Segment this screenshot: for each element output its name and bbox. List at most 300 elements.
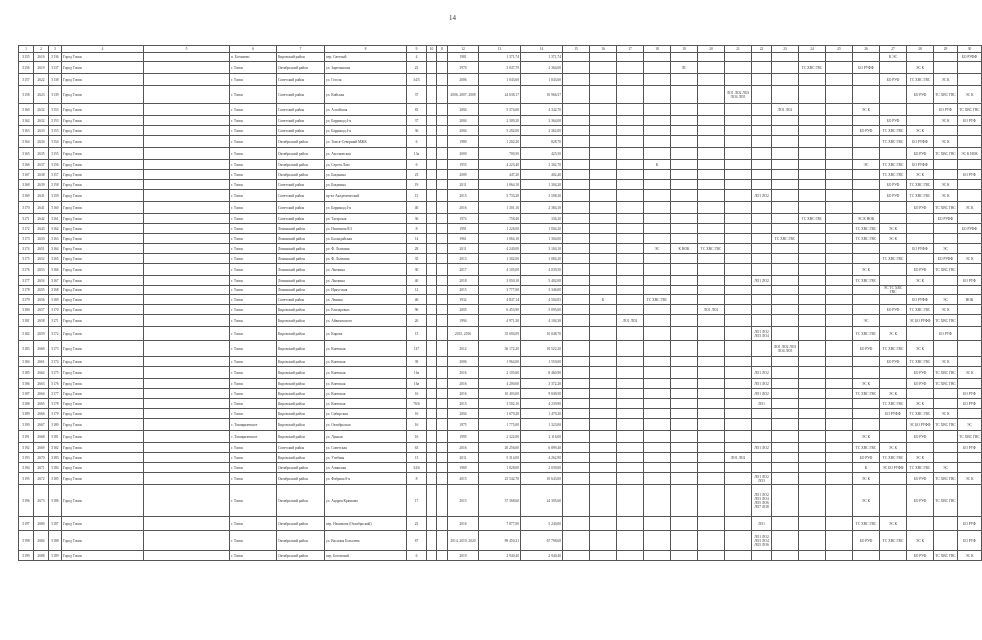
table-cell <box>752 305 772 315</box>
table-cell: г. Томск <box>230 214 277 224</box>
table-cell <box>853 86 880 104</box>
column-number-cell: 1 <box>19 46 34 53</box>
table-cell: 2 364,00 <box>521 62 563 74</box>
table-cell: с. Тимирязевское <box>230 431 277 443</box>
table-cell <box>437 443 448 453</box>
table-cell <box>752 357 772 367</box>
table-cell <box>644 367 671 379</box>
table-cell <box>617 53 644 62</box>
table-cell: 34/6 <box>407 463 427 473</box>
table-cell <box>590 517 617 531</box>
table-cell: БО РУФФ <box>934 254 958 264</box>
table-cell <box>644 62 671 74</box>
table-cell <box>644 531 671 551</box>
table-cell: 30 <box>407 264 427 276</box>
table-cell: Ленинский район <box>277 234 325 244</box>
table-cell: 5167 <box>19 170 34 180</box>
table-cell: 2011 <box>448 180 479 190</box>
table-cell <box>617 190 644 202</box>
table-cell: 2665 <box>34 399 49 409</box>
table-cell: ул. Василия Ботылева <box>325 531 407 551</box>
table-cell: г. Томск <box>230 148 277 160</box>
table-cell <box>958 357 982 367</box>
table-row <box>19 463 982 473</box>
table-cell <box>644 126 671 136</box>
table-cell: 2018 <box>448 276 479 286</box>
table-cell: 2 940,40 <box>521 551 563 561</box>
table-cell: 402,40 <box>521 170 563 180</box>
table-cell: ЭС К <box>880 443 907 453</box>
table-cell <box>752 234 772 244</box>
table-cell: 5153 <box>49 104 62 116</box>
table-cell <box>772 254 799 264</box>
table-cell: Советский район <box>277 295 325 305</box>
table-cell: 6 453,90 <box>479 305 521 315</box>
table-cell: 5195 <box>19 473 34 485</box>
table-cell <box>826 367 853 379</box>
table-cell <box>590 315 617 327</box>
table-cell: г. Томск <box>230 244 277 254</box>
table-cell <box>144 443 230 453</box>
table-cell <box>907 224 934 234</box>
table-cell <box>826 315 853 327</box>
table-cell <box>563 234 590 244</box>
table-cell: ЛО1 ЛО2 <box>752 276 772 286</box>
table-row <box>19 443 982 453</box>
table-cell <box>590 104 617 116</box>
table-cell <box>799 264 826 276</box>
table-cell: БО РУФФ <box>907 295 934 305</box>
table-cell <box>799 379 826 389</box>
table-cell: 20 256,00 <box>479 443 521 453</box>
table-cell <box>563 367 590 379</box>
table-cell <box>427 74 437 86</box>
table-cell <box>772 264 799 276</box>
table-cell <box>826 409 853 419</box>
table-cell <box>671 463 698 473</box>
table-row <box>19 315 982 327</box>
table-cell <box>725 53 752 62</box>
table-cell <box>644 170 671 180</box>
table-cell: ТС ХВС ГВС <box>907 409 934 419</box>
table-cell: ЭС <box>958 419 982 431</box>
table-row <box>19 214 982 224</box>
table-cell <box>799 357 826 367</box>
table-cell <box>617 389 644 399</box>
table-cell: ЛО1 <box>752 517 772 531</box>
table-cell <box>144 86 230 104</box>
table-cell: ЭС К <box>934 190 958 202</box>
table-cell: 2669 <box>34 443 49 453</box>
table-cell <box>671 53 698 62</box>
table-cell <box>144 170 230 180</box>
table-cell <box>853 367 880 379</box>
table-cell <box>698 190 725 202</box>
table-row <box>19 517 982 531</box>
table-cell <box>671 214 698 224</box>
table-cell: ул. Баррикад 4-я <box>325 116 407 126</box>
table-cell: Город Томск <box>62 116 144 126</box>
table-cell <box>644 104 671 116</box>
table-cell <box>772 485 799 517</box>
table-cell <box>437 148 448 160</box>
table-cell <box>644 254 671 264</box>
table-cell <box>644 305 671 315</box>
table-cell: БО РУФ <box>907 202 934 214</box>
table-cell <box>144 276 230 286</box>
table-cell <box>826 116 853 126</box>
table-cell <box>826 443 853 453</box>
table-cell <box>671 327 698 341</box>
table-cell: Город Томск <box>62 214 144 224</box>
table-cell <box>144 136 230 148</box>
table-cell <box>725 62 752 74</box>
table-cell <box>958 315 982 327</box>
table-row <box>19 357 982 367</box>
table-cell <box>144 399 230 409</box>
table-cell <box>880 276 907 286</box>
table-cell: 2015, 2016 <box>448 327 479 341</box>
table-cell <box>725 170 752 180</box>
table-cell <box>958 463 982 473</box>
table-cell: 16 <box>407 419 427 431</box>
table-cell <box>617 74 644 86</box>
table-row <box>19 264 982 276</box>
table-cell: 4 <box>407 53 427 62</box>
table-cell: 2015 <box>448 399 479 409</box>
table-cell: 2663 <box>34 379 49 389</box>
table-cell: 2652 <box>34 254 49 264</box>
table-row <box>19 419 982 431</box>
table-cell: ТС ХВС ГВС <box>853 389 880 399</box>
table-cell <box>144 104 230 116</box>
table-cell: Советский район <box>277 443 325 453</box>
table-cell: ЭС К <box>907 531 934 551</box>
table-cell: 3 047,70 <box>479 62 521 74</box>
table-cell <box>826 379 853 389</box>
table-cell: 5187 <box>19 389 34 399</box>
table-cell: 24 638,17 <box>479 86 521 104</box>
table-cell: 5184 <box>49 463 62 473</box>
table-cell: ЭС К <box>907 126 934 136</box>
table-cell: 2672 <box>34 473 49 485</box>
table-cell <box>853 419 880 431</box>
table-cell: Город Томск <box>62 409 144 419</box>
table-cell <box>617 551 644 561</box>
table-cell: 2616 <box>34 53 49 62</box>
table-cell: г. Томск <box>230 234 277 244</box>
table-cell: 3 508,30 <box>521 190 563 202</box>
table-cell <box>671 531 698 551</box>
table-cell <box>725 254 752 264</box>
table-cell <box>799 399 826 409</box>
table-cell: Ленинский район <box>277 224 325 234</box>
table-cell: ул. Томск-Северный МЖК <box>325 136 407 148</box>
table-cell: ЭС <box>853 315 880 327</box>
table-cell <box>590 62 617 74</box>
table-cell <box>437 551 448 561</box>
table-cell: ул. Бакунина <box>325 180 407 190</box>
column-number-cell: 2 <box>34 46 49 53</box>
table-cell: ЛО1 ЛО2 <box>698 305 725 315</box>
table-cell: 5172 <box>49 327 62 341</box>
table-cell <box>427 453 437 463</box>
table-cell: 5158 <box>49 180 62 190</box>
table-cell: 4 104,30 <box>521 315 563 327</box>
table-cell <box>826 453 853 463</box>
table-cell <box>772 551 799 561</box>
table-cell <box>644 234 671 244</box>
table-cell <box>563 244 590 254</box>
table-cell <box>772 202 799 214</box>
table-cell <box>144 315 230 327</box>
table-cell <box>671 286 698 295</box>
table-cell: 10 048,70 <box>521 327 563 341</box>
table-cell <box>427 315 437 327</box>
table-cell: 1 004,20 <box>521 224 563 234</box>
table-cell: ул. Советская <box>325 443 407 453</box>
table-cell: ЭС ТС ХВС ГВС <box>880 286 907 295</box>
table-cell: 5155 <box>49 148 62 160</box>
table-cell: ТС ХВС ГВС <box>880 531 907 551</box>
table-cell: 35 <box>407 254 427 264</box>
table-cell: Город Томск <box>62 531 144 551</box>
table-cell <box>437 315 448 327</box>
table-cell <box>698 399 725 409</box>
table-cell: 2680 <box>34 517 49 531</box>
table-cell <box>427 443 437 453</box>
table-cell <box>437 234 448 244</box>
table-cell <box>437 126 448 136</box>
table-cell <box>934 399 958 409</box>
table-cell: ЭС БО РУФФ <box>907 419 934 431</box>
table-cell: 4 262,90 <box>521 453 563 463</box>
table-cell <box>671 126 698 136</box>
table-cell: 5166 <box>49 264 62 276</box>
table-cell <box>563 379 590 389</box>
table-row <box>19 170 982 180</box>
table-cell: Город Томск <box>62 389 144 399</box>
table-cell: 4 971,30 <box>479 315 521 327</box>
table-cell <box>826 419 853 431</box>
table-cell: 2651 <box>34 244 49 254</box>
table-cell <box>617 254 644 264</box>
table-cell: 5186 <box>49 485 62 517</box>
table-cell: ТС ХВС ГВС <box>958 104 982 116</box>
table-cell <box>617 126 644 136</box>
table-cell: 5168 <box>19 180 34 190</box>
table-cell: 5166 <box>19 160 34 170</box>
table-cell <box>958 74 982 86</box>
table-cell <box>590 357 617 367</box>
table-cell: 16а <box>407 367 427 379</box>
table-cell <box>617 264 644 276</box>
table-cell <box>671 453 698 463</box>
table-cell <box>437 367 448 379</box>
table-cell <box>799 419 826 431</box>
table-cell <box>725 244 752 254</box>
table-cell <box>617 399 644 409</box>
table-cell: г. Томск <box>230 327 277 341</box>
table-cell: 700,50 <box>479 148 521 160</box>
table-cell: ТС ХВС ГВС <box>698 244 725 254</box>
table-cell <box>644 357 671 367</box>
table-cell <box>563 86 590 104</box>
table-cell: 5139 <box>49 86 62 104</box>
table-cell <box>958 180 982 190</box>
table-cell: ЭС К <box>853 431 880 443</box>
table-cell <box>563 53 590 62</box>
table-cell: ЛО1 ЛО2 ЛО3 ЛО4 ЛО5 ЛО6 <box>752 531 772 551</box>
table-cell <box>772 379 799 389</box>
table-cell: пер. Нахимова (Октябрьский) <box>325 517 407 531</box>
table-cell: 67 <box>407 531 427 551</box>
table-cell <box>752 136 772 148</box>
table-cell <box>826 104 853 116</box>
table-cell: ЭС К <box>853 485 880 517</box>
table-cell <box>427 254 437 264</box>
table-cell: ул. Андрея Крячкова <box>325 485 407 517</box>
table-cell: ул. Аксеновская <box>325 148 407 160</box>
table-cell: 5157 <box>49 170 62 180</box>
table-cell <box>437 180 448 190</box>
table-cell <box>880 367 907 379</box>
table-cell <box>144 53 230 62</box>
table-cell <box>563 443 590 453</box>
table-cell <box>725 473 752 485</box>
table-cell: 2015 <box>448 473 479 485</box>
table-cell: БО РУФ <box>853 453 880 463</box>
table-row <box>19 126 982 136</box>
table-cell: 2632 <box>34 116 49 126</box>
table-cell: 2637 <box>34 160 49 170</box>
table-cell: Кировский район <box>277 53 325 62</box>
table-cell <box>826 357 853 367</box>
table-cell: 2004 <box>448 104 479 116</box>
table-cell: 46 <box>407 295 427 305</box>
table-cell: 36 172,20 <box>479 341 521 357</box>
table-cell <box>437 473 448 485</box>
table-cell <box>772 53 799 62</box>
table-cell: г. Томск <box>230 473 277 485</box>
table-cell <box>427 214 437 224</box>
table-cell <box>826 254 853 264</box>
table-cell: ЭС <box>853 160 880 170</box>
table-cell <box>725 399 752 409</box>
table-cell <box>826 517 853 531</box>
table-cell: ЛО1 ЛО2 ЛО3 ЛО4 ЛО5 <box>725 86 752 104</box>
table-cell <box>958 190 982 202</box>
table-cell <box>853 116 880 126</box>
table-cell <box>826 389 853 399</box>
table-cell <box>590 286 617 295</box>
table-cell <box>698 104 725 116</box>
table-cell <box>698 148 725 160</box>
table-cell: 35 694,09 <box>479 327 521 341</box>
table-cell: 2 384,10 <box>521 202 563 214</box>
table-cell: 1955 <box>448 160 479 170</box>
table-cell <box>826 463 853 473</box>
table-cell <box>698 86 725 104</box>
table-cell: ЛО1 ЛО2 <box>752 389 772 399</box>
table-cell <box>617 367 644 379</box>
table-cell <box>644 409 671 419</box>
table-cell <box>799 389 826 399</box>
column-number-cell: 22 <box>752 46 772 53</box>
table-cell <box>799 254 826 264</box>
table-cell: ТС ХВС ГВС <box>907 190 934 202</box>
table-cell <box>725 341 752 357</box>
table-cell <box>752 126 772 136</box>
table-cell: ТС ХВС ГВС <box>907 74 934 86</box>
table-cell: БО РУФ <box>880 305 907 315</box>
table-cell <box>958 234 982 244</box>
table-cell: пер. Ботовский <box>325 551 407 561</box>
table-cell: ЭС К <box>934 136 958 148</box>
table-cell: 7 877,00 <box>479 517 521 531</box>
table-cell: 828,70 <box>521 136 563 148</box>
table-cell <box>644 551 671 561</box>
table-cell: ул. Киевская <box>325 357 407 367</box>
table-cell <box>907 104 934 116</box>
table-cell <box>644 517 671 531</box>
table-cell: 2658 <box>34 315 49 327</box>
table-cell: ЛО1 ЛО2 <box>752 379 772 389</box>
table-cell: Город Томск <box>62 148 144 160</box>
table-cell <box>725 315 752 327</box>
table-cell: 76/6 <box>407 399 427 409</box>
table-cell: Кировский район <box>277 419 325 431</box>
table-cell: Октябрьский район <box>277 531 325 551</box>
table-cell: ТС ХВС ГВС <box>907 357 934 367</box>
table-cell: 5162 <box>49 224 62 234</box>
table-cell: ЭС К <box>907 341 934 357</box>
table-cell <box>590 389 617 399</box>
table-cell <box>772 305 799 315</box>
column-number-cell: 11 <box>437 46 448 53</box>
table-cell <box>671 367 698 379</box>
table-cell <box>799 551 826 561</box>
table-cell <box>698 551 725 561</box>
table-cell <box>590 202 617 214</box>
table-cell: ЛО1 ЛО2 <box>752 367 772 379</box>
table-cell: 37 <box>407 116 427 126</box>
table-cell <box>698 357 725 367</box>
table-cell: Город Томск <box>62 190 144 202</box>
table-cell <box>725 443 752 453</box>
table-cell <box>698 254 725 264</box>
table-cell <box>725 367 752 379</box>
table-cell: ул. Гоголя <box>325 74 407 86</box>
table-cell: г. Томск <box>230 367 277 379</box>
table-cell: ул. Учебная <box>325 453 407 463</box>
table-cell <box>590 443 617 453</box>
table-cell: 10 522,20 <box>521 341 563 357</box>
table-cell <box>880 62 907 74</box>
table-cell: 2011 <box>448 244 479 254</box>
table-cell <box>617 116 644 126</box>
table-cell <box>427 419 437 431</box>
table-cell: 16 <box>407 389 427 399</box>
table-cell <box>671 136 698 148</box>
table-cell: БО РУФ <box>907 485 934 517</box>
table-cell: 2671 <box>34 463 49 473</box>
table-cell: 15 <box>407 190 427 202</box>
table-cell <box>907 254 934 264</box>
table-cell <box>799 86 826 104</box>
table-cell: ул. Лыткина <box>325 264 407 276</box>
table-cell: ЭС К <box>934 74 958 86</box>
